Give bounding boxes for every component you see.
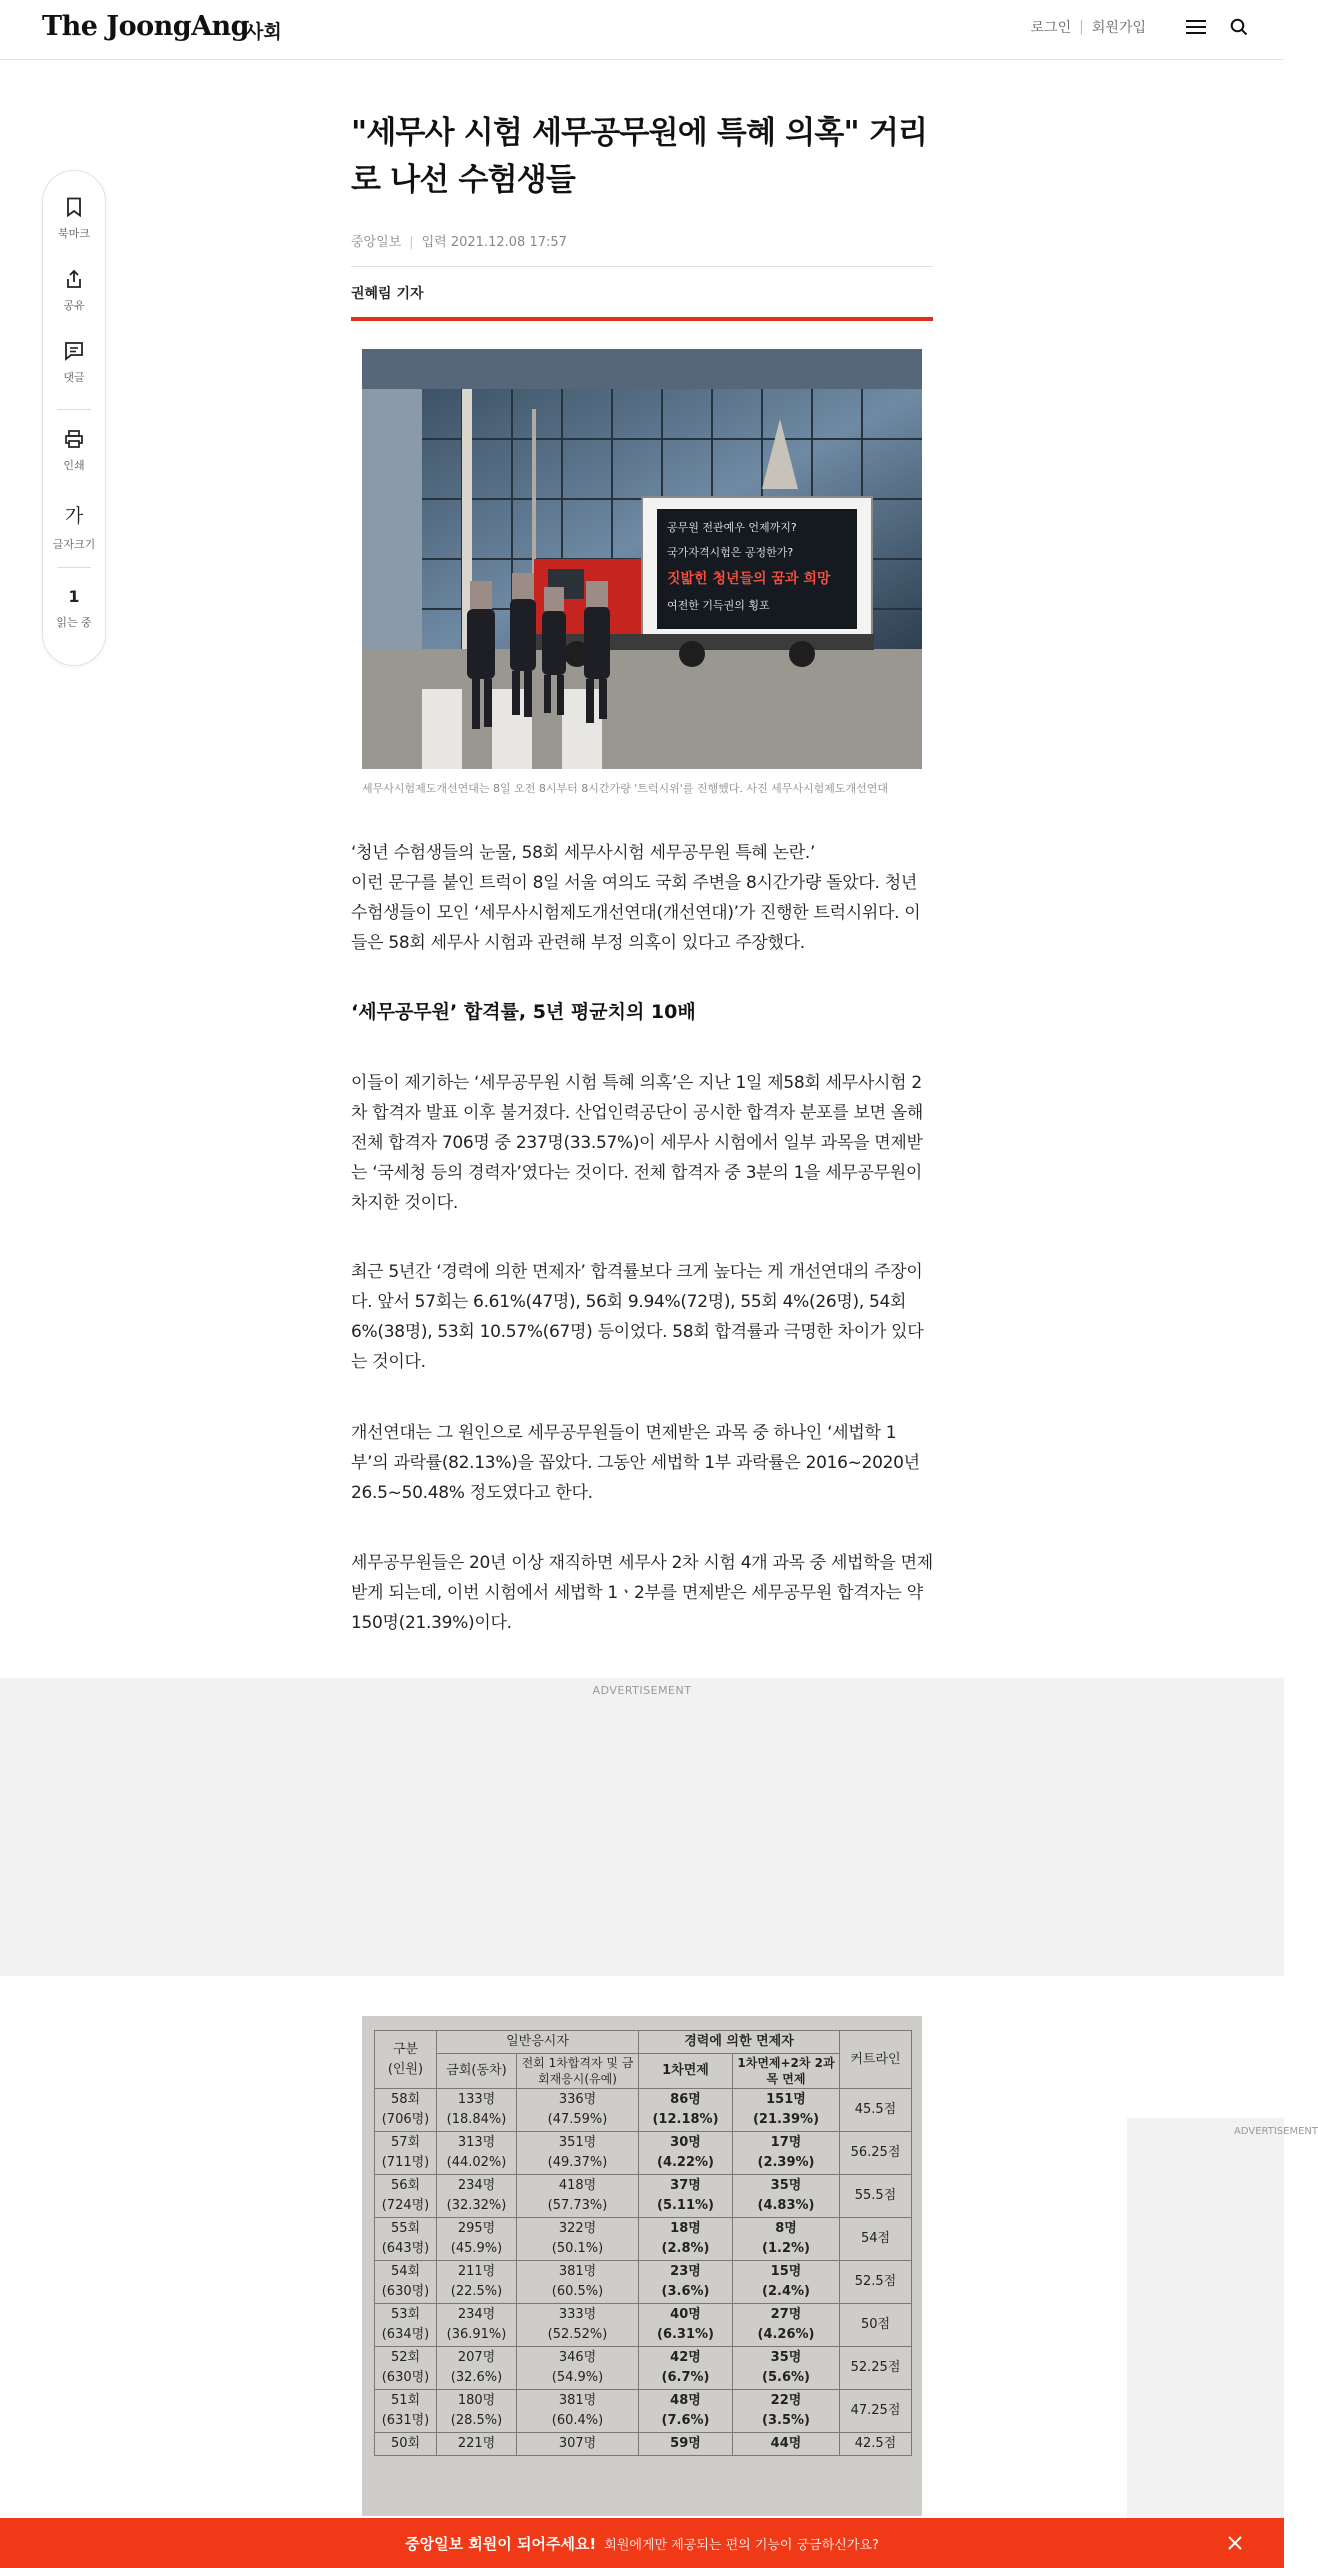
table-cell-percent: (18.84%) (446, 2112, 507, 2127)
table-cell-percent: (634명) (381, 2327, 430, 2342)
table-cell-count: 211명 (457, 2264, 496, 2279)
table-cell-cutline: 45.5점 (840, 2089, 912, 2132)
banner-text (0, 2533, 1284, 2554)
truck-sign-line-3: 짓밟힌 청년들의 꿈과 희망 (667, 571, 831, 587)
table-cell-count: 207명 (457, 2350, 496, 2365)
table-cell-percent: (32.6%) (450, 2370, 503, 2385)
table-cell-percent: (724명) (381, 2198, 430, 2213)
header-separator: | (1079, 19, 1084, 35)
print-icon (64, 429, 84, 449)
table-cell (733, 2304, 840, 2347)
print-button[interactable] (43, 429, 105, 473)
table-cell (733, 2390, 840, 2433)
reading-count-label: 읽는 중 (56, 616, 92, 629)
section-title[interactable]: 사회 (245, 21, 282, 43)
table-cell-count: 15명 (770, 2264, 802, 2279)
table-cell-cutline: 52.5점 (840, 2261, 912, 2304)
comment-icon (64, 341, 84, 361)
table-cell-count: 42명 (670, 2350, 701, 2365)
table-cell (733, 2347, 840, 2390)
table-cell-percent: (47.59%) (547, 2112, 608, 2127)
article-byline[interactable]: 권혜림 기자 (351, 286, 424, 302)
table-cell (375, 2347, 437, 2390)
advertisement-slot[interactable] (0, 1678, 1284, 1976)
table-cell (733, 2175, 840, 2218)
font-size-icon: 가 (64, 505, 84, 527)
table-body (375, 2089, 912, 2456)
table-cell-percent: (2.39%) (757, 2155, 815, 2170)
article-paragraph: 세무공무원들은 20년 이상 재직하면 세무사 2차 시험 4개 과목 중 세법학을 면제받게 되는데, 이번 시험에서 세법학 1ㆍ2부를 면제받은 세무공무원 합격자는 약 150명(21.39%)이다. (351, 1553, 933, 1633)
table-cell (375, 2433, 437, 2456)
table-cell-percent: (57.73%) (547, 2198, 608, 2213)
table-cell-count: 59명 (670, 2436, 701, 2451)
table-cell (375, 2218, 437, 2261)
truck-protest-photo (362, 349, 922, 769)
table-cell-percent: (21.39%) (752, 2112, 820, 2127)
photo-caption: 세무사시험제도개선연대는 8일 오전 8시부터 8시간가량 '트럭시위'를 진행했다. 사진 세무사시험제도개선연대 (362, 782, 889, 795)
table-sub-general-1: 금회(동차) (437, 2054, 517, 2089)
table-cell-count: 86명 (670, 2092, 701, 2107)
bookmark-button[interactable] (43, 197, 105, 241)
table-cell-percent: (60.5%) (551, 2284, 604, 2299)
toolbar-divider (57, 409, 91, 410)
table-cell (375, 2132, 437, 2175)
site-header (0, 0, 1284, 60)
table-cell (437, 2390, 517, 2433)
article-headline: "세무사 시험 세무공무원에 특혜 의혹" 거리로 나선 수험생들 (351, 115, 928, 198)
table-cell-count: 57회 (390, 2135, 421, 2150)
search-icon[interactable] (1230, 18, 1248, 36)
table-cell-count: 35명 (770, 2178, 802, 2193)
table-row (375, 2390, 912, 2433)
signup-link[interactable]: 회원가입 (1091, 20, 1146, 36)
table-cell (437, 2218, 517, 2261)
table-cell-count: 346명 (558, 2350, 597, 2365)
table-cell-percent: (6.31%) (657, 2327, 714, 2342)
table-cell-cutline: 47.25점 (840, 2390, 912, 2433)
table-row (375, 2347, 912, 2390)
table-sub-career-1: 1차면제 (639, 2054, 733, 2089)
truck-sign-line-1: 공무원 전관예우 언제까지? (667, 521, 797, 534)
table-row (375, 2261, 912, 2304)
share-label: 공유 (63, 299, 85, 312)
article-date: 입력 2021.12.08 17:57 (421, 235, 567, 250)
table-cell-percent: (643명) (381, 2241, 430, 2256)
table-cell (517, 2433, 639, 2456)
table-cell (639, 2347, 733, 2390)
table-cell (375, 2089, 437, 2132)
table-cell-count: 53회 (390, 2307, 421, 2322)
table-row (375, 2089, 912, 2132)
table-cell-percent: (711명) (381, 2155, 430, 2170)
table-cell-percent: (630명) (381, 2284, 430, 2299)
table-cell (375, 2304, 437, 2347)
membership-banner[interactable] (0, 2518, 1284, 2568)
table-cell (733, 2261, 840, 2304)
table-cell-count: 381명 (558, 2393, 597, 2408)
table-cell-percent: (4.26%) (757, 2327, 815, 2342)
table-cell-count: 17명 (770, 2135, 802, 2150)
table-cell-percent: (630명) (381, 2370, 430, 2385)
meta-separator: | (409, 235, 414, 250)
table-sub-career-2: 1차면제+2차 2과목 면제 (733, 2054, 840, 2089)
table-cell-count: 351명 (558, 2135, 597, 2150)
login-link[interactable]: 로그인 (1030, 20, 1072, 36)
table-cell-percent: (7.6%) (661, 2413, 710, 2428)
table-row (375, 2218, 912, 2261)
table-cell-percent: (4.22%) (657, 2155, 714, 2170)
table-row (375, 2304, 912, 2347)
table-cell-cutline: 52.25점 (840, 2347, 912, 2390)
font-size-button[interactable] (43, 501, 105, 552)
toolbar-divider (57, 567, 91, 568)
table-cell (375, 2390, 437, 2433)
table-cell (517, 2261, 639, 2304)
table-cell-percent: (54.9%) (551, 2370, 604, 2385)
table-cell-percent: (5.6%) (762, 2370, 810, 2385)
table-cell-count: 18명 (670, 2221, 701, 2236)
table-cell-count: 313명 (457, 2135, 496, 2150)
table-cell-cutline: 56.25점 (840, 2132, 912, 2175)
article-paragraph: 최근 5년간 ‘경력에 의한 면제자’ 합격률보다 크게 높다는 게 개선연대의 주장이다. 앞서 57회는 6.61%(47명), 56회 9.94%(72명), 55회 4%(26명), 54회 6%(38명), 53회 10.57%(67명) 등이었다. 58회 합격률과 극명한 차이가 있다는 것이다. (351, 1262, 924, 1372)
table-head-people: (인원) (387, 2061, 424, 2077)
table-cell (733, 2132, 840, 2175)
table-cell-count: 418명 (558, 2178, 597, 2193)
table-cell-percent: (28.5%) (450, 2413, 503, 2428)
table-cell (517, 2132, 639, 2175)
table-cell (437, 2304, 517, 2347)
table-cell (517, 2347, 639, 2390)
article-source: 중앙일보 (351, 235, 402, 250)
table-cell-count: 23명 (670, 2264, 701, 2279)
table-cell (639, 2218, 733, 2261)
table-cell-percent: (6.7%) (661, 2370, 710, 2385)
table-cell-percent: (49.37%) (547, 2155, 608, 2170)
table-cell-percent: (5.11%) (657, 2198, 714, 2213)
table-cell (517, 2089, 639, 2132)
table-head-round: 구분 (392, 2041, 419, 2057)
table-cell-count: 336명 (558, 2092, 597, 2107)
table-cell-percent: (22.5%) (450, 2284, 503, 2299)
table-cell-count: 381명 (558, 2264, 597, 2279)
table-cell (639, 2175, 733, 2218)
table-cell-percent: (4.83%) (757, 2198, 815, 2213)
site-logo[interactable]: The JoongAng (42, 11, 250, 42)
table-cell (733, 2433, 840, 2456)
table-cell-count: 58회 (390, 2092, 421, 2107)
table-cell (437, 2132, 517, 2175)
table-cell (517, 2390, 639, 2433)
table-head-career: 경력에 의한 면제자 (639, 2031, 840, 2054)
table-cell-percent: (45.9%) (450, 2241, 503, 2256)
table-cell-cutline: 55.5점 (840, 2175, 912, 2218)
reading-count (43, 587, 105, 630)
table-cell-cutline: 50점 (840, 2304, 912, 2347)
truck-sign-line-2: 국가자격시험은 공정한가? (667, 546, 794, 559)
table-cell (517, 2218, 639, 2261)
side-advertisement-slot[interactable] (1127, 2118, 1284, 2518)
table-row (375, 2132, 912, 2175)
table-cell (639, 2433, 733, 2456)
table-cell-count: 133명 (457, 2092, 496, 2107)
table-cell-percent: (36.91%) (446, 2327, 507, 2342)
table-cell (733, 2089, 840, 2132)
comment-button[interactable] (43, 341, 105, 385)
table-cell-count: 52회 (390, 2350, 421, 2365)
article-paragraph: 개선연대는 그 원인으로 세무공무원들이 면제받은 과목 중 하나인 ‘세법학 1부’의 과락률(82.13%)을 꼽았다. 그동안 세법학 1부 과락률은 2016~2020년 26.5~50.48% 정도였다고 한다. (351, 1423, 920, 1503)
article-photo[interactable] (362, 349, 922, 769)
article-paragraph: 이들이 제기하는 ‘세무공무원 시험 특혜 의혹’은 지난 1일 제58회 세무사시험 2차 합격자 발표 이후 불거졌다. 산업인력공단이 공시한 합격자 분포를 보면 올해 전체 합격자 706명 중 237명(33.57%)이 세무사 시험에서 일부 과목을 면제받는 ‘국세청 등의 경력자’였다는 것이다. 전체 합격자 중 3분의 1을 세무공무원이 차지한 것이다. (351, 1073, 924, 1213)
table-cell (437, 2433, 517, 2456)
table-cell-percent: (50.1%) (551, 2241, 604, 2256)
share-button[interactable] (43, 269, 105, 313)
exam-statistics-table (374, 2030, 912, 2456)
table-cell-count: 55회 (390, 2221, 421, 2236)
table-cell-count: 22명 (770, 2393, 802, 2408)
table-cell (437, 2089, 517, 2132)
truck-sign-line-4: 여전한 기득권의 횡포 (667, 599, 770, 612)
table-cell-count: 322명 (558, 2221, 597, 2236)
table-cell (437, 2347, 517, 2390)
table-cell-percent: (60.4%) (551, 2413, 604, 2428)
table-cell-count: 307명 (558, 2436, 597, 2451)
close-icon[interactable] (1226, 2534, 1244, 2552)
table-cell-count: 234명 (457, 2307, 496, 2322)
table-cell (639, 2304, 733, 2347)
meta-divider (351, 266, 933, 267)
font-size-label: 글자크기 (52, 538, 96, 551)
table-cell-count: 50회 (390, 2436, 421, 2451)
table-cell (517, 2304, 639, 2347)
table-cell (639, 2132, 733, 2175)
table-cell-cutline: 42.5점 (840, 2433, 912, 2456)
article-header (351, 110, 933, 321)
table-cell-percent: (32.32%) (446, 2198, 507, 2213)
table-cell (437, 2261, 517, 2304)
table-cell-percent: (2.8%) (661, 2241, 710, 2256)
table-cell (733, 2218, 840, 2261)
table-cell-percent: (631명) (381, 2413, 430, 2428)
table-cell (375, 2175, 437, 2218)
table-cell-count: 180명 (457, 2393, 496, 2408)
table-cell-count: 234명 (457, 2178, 496, 2193)
table-cell-count: 40명 (670, 2307, 701, 2322)
article-subhead: ‘세무공무원’ 합격률, 5년 평균치의 10배 (351, 1001, 696, 1023)
table-cell-cutline: 54점 (840, 2218, 912, 2261)
exam-statistics-table-image[interactable] (362, 2016, 922, 2516)
table-row (375, 2175, 912, 2218)
table-cell-count: 8명 (775, 2221, 797, 2236)
reading-count-value: 1 (68, 587, 80, 606)
banner-description: 회원에게만 제공되는 편의 기능이 궁금하신가요? (604, 2538, 879, 2553)
table-cell-count: 54회 (390, 2264, 421, 2279)
print-label: 인쇄 (63, 459, 85, 472)
table-row (375, 2433, 912, 2456)
side-advertisement-label: ADVERTISEMENT (1234, 2126, 1318, 2137)
table-head-general: 일반응시자 (437, 2031, 639, 2054)
comment-label: 댓글 (63, 371, 85, 384)
table-cell-count: 51회 (390, 2393, 421, 2408)
table-cell-count: 295명 (457, 2221, 496, 2236)
table-cell (639, 2089, 733, 2132)
bookmark-icon (65, 197, 83, 217)
article-paragraph: ‘청년 수험생들의 눈물, 58회 세무사시험 세무공무원 특혜 논란.’ 이런 문구를 붙인 트럭이 8일 서울 여의도 국회 주변을 8시간가량 돌았다. 청년 수험생들이 모인 ‘세무사시험제도개선연대(개선연대)’가 진행한 트럭시위다. 이들은 58회 세무사 시험과 관련해 부정 의혹이 있다고 주장했다. (351, 843, 921, 953)
table-cell-percent: (3.6%) (661, 2284, 710, 2299)
table-cell (639, 2390, 733, 2433)
table-cell-count: 27명 (770, 2307, 802, 2322)
table-cell-percent: (52.52%) (547, 2327, 608, 2342)
table-head-cutline: 커트라인 (840, 2031, 912, 2089)
table-cell-percent: (706명) (381, 2112, 430, 2127)
table-cell-count: 221명 (457, 2436, 496, 2451)
headline-rule (351, 317, 933, 321)
header-actions (1031, 17, 1248, 37)
table-cell-count: 333명 (558, 2307, 597, 2322)
table-sub-general-2: 전회 1차합격자 및 금회재응시(유예) (517, 2054, 639, 2089)
advertisement-label: ADVERTISEMENT (592, 1684, 692, 1697)
article-meta (351, 231, 933, 250)
table-cell-count: 37명 (670, 2178, 701, 2193)
table-cell-count: 44명 (770, 2436, 802, 2451)
hamburger-menu-icon[interactable] (1186, 20, 1206, 34)
bookmark-label: 북마크 (58, 227, 90, 240)
table-cell-percent: (2.4%) (762, 2284, 810, 2299)
table-cell-count: 48명 (670, 2393, 701, 2408)
share-icon (65, 269, 83, 289)
table-cell-count: 30명 (670, 2135, 701, 2150)
table-cell-percent: (12.18%) (652, 2112, 719, 2127)
table-cell-count: 151명 (766, 2092, 806, 2107)
table-cell-percent: (3.5%) (762, 2413, 810, 2428)
table-cell-count: 35명 (770, 2350, 802, 2365)
table-cell (639, 2261, 733, 2304)
table-cell (517, 2175, 639, 2218)
banner-title: 중앙일보 회원이 되어주세요! (405, 2535, 597, 2553)
table-cell-percent: (1.2%) (762, 2241, 810, 2256)
table-cell-percent: (44.02%) (446, 2155, 507, 2170)
table-cell (375, 2261, 437, 2304)
article-toolbar (42, 170, 106, 666)
table-cell (437, 2175, 517, 2218)
table-cell-count: 56회 (390, 2178, 421, 2193)
